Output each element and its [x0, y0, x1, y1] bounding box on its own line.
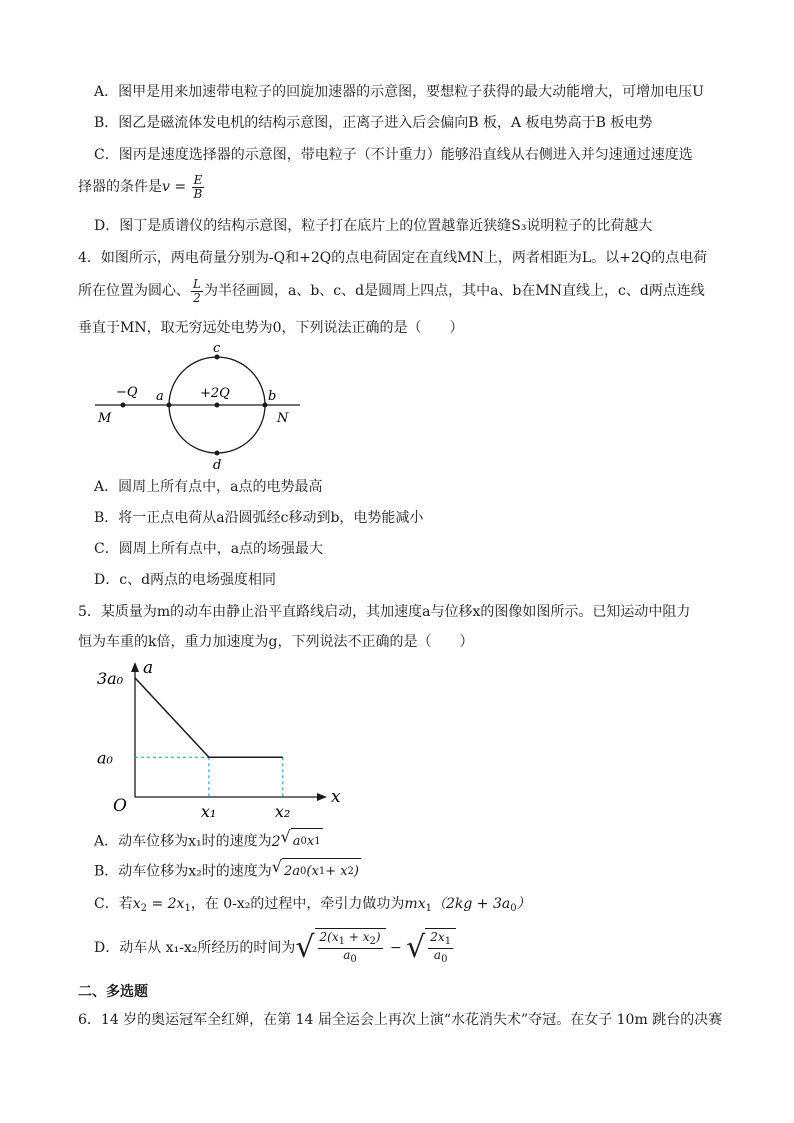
q5-option-d-text: D．动车从 x₁-x₂所经历的时间为 [94, 940, 296, 956]
q5-option-b [94, 858, 361, 885]
x-axis-label: x [331, 787, 341, 807]
y-tick-label: 3a₀ [97, 668, 124, 688]
q3-option-c-line1: C．图丙是速度选择器的示意图，带电粒子（不计重力）能够沿直线从右侧进入并匀速通过速度选 [94, 147, 693, 163]
charge-circle-figure [90, 340, 310, 475]
q5-stem-line2: 恒为车重的k倍，重力加速度为g，下列说法不正确的是（ ） [78, 634, 474, 650]
q3-option-b: B．图乙是磁流体发电机的结构示意图，正离子进入后会偏向B 板，A 板电势高于B 板电势 [94, 115, 653, 131]
q3-option-a: A．图甲是用来加速带电粒子的回旋加速器的示意图，要想粒子获得的最大动能增大，可增加电压U [94, 84, 704, 100]
point-b-label: b [268, 389, 277, 404]
neg-charge-label: −Q [116, 385, 138, 400]
formula-time-difference: √ $\frac{2(x_1 + x_2)}{a_0}$ − √ $\frac{2x_1}{a_0}$ [295, 940, 456, 956]
point-a-label: a [156, 389, 164, 404]
y-axis-label: a [143, 658, 154, 678]
acceleration-displacement-chart [95, 655, 341, 823]
formula-work: $mx_1(2kg + 3a_0)$ [404, 896, 531, 914]
q5-option-c-text1: C．若 [94, 896, 133, 912]
q4-stem-line2 [78, 276, 705, 306]
pos-charge-label: +2Q [200, 386, 230, 401]
point-d-dot [215, 451, 220, 456]
q3-option-d: D．图丁是质谱仪的结构示意图，粒子打在底片上的位置越靠近狭缝S₃说明粒子的比荷越大 [94, 218, 653, 234]
q4-option-b: B．将一正点电荷从a沿圆弧经c移动到b，电势能减小 [94, 510, 424, 526]
q4-stem-line3: 垂直于MN，取无穷远处电势为0，下列说法正确的是（ ） [78, 320, 464, 336]
q3-option-c-line2 [78, 172, 205, 202]
x-tick-label: x₁ [200, 802, 217, 821]
formula-2-sqrt-a0x1: 2 √ a 0 x 1 [272, 834, 323, 850]
point-d-label: d [213, 458, 222, 473]
q5-option-a-text: A．动车位移为x₁时的速度为 [94, 833, 272, 850]
q4-stem-line1: 4．如图所示，两电荷量分别为-Q和+2Q的点电荷固定在直线MN上，两者相距为L。以+2Q的点电荷 [78, 250, 708, 266]
pos-charge-point [215, 403, 220, 408]
q5-option-c-text2: ，在 0-x₂的过程中，牵引力做功为 [190, 896, 405, 912]
q5-option-c [94, 892, 531, 921]
q4-option-c: C．圆周上所有点中，a点的场强最大 [94, 541, 324, 557]
point-b-dot [263, 403, 268, 408]
section-title-multiple-choice: 二、多选题 [78, 984, 148, 1000]
x-tick-label: x₂ [274, 802, 291, 821]
q5-option-b-text: B．动车位移为x₂时的速度为 [94, 863, 272, 880]
formula-x2-eq-2x1: $x_2 = 2x_1$ [132, 896, 191, 914]
point-a-dot [167, 403, 172, 408]
formula-l-over-2: $\frac{L}{2}$ [193, 276, 201, 305]
q4-option-a: A．圆周上所有点中，a点的电势最高 [94, 479, 323, 495]
origin-label: O [113, 796, 127, 816]
q4-option-d: D．c、d两点的电场强度相同 [94, 572, 277, 588]
end-n-label: N [277, 411, 289, 426]
q4-stem-line2-part1: 所在位置为圆心、 [78, 283, 190, 299]
end-m-label: M [98, 411, 112, 426]
x-axis-arrow [317, 793, 327, 801]
q5-option-a [94, 828, 323, 855]
point-c-label: c [213, 341, 221, 356]
q3-option-c-text: 择器的条件是 [78, 179, 162, 195]
y-tick-label: a₀ [97, 748, 113, 768]
neg-charge-point [121, 403, 126, 408]
formula-sqrt-2a0-x1-x2: √ 2a 0 (x 1 + x 2 ) [272, 864, 361, 880]
q6-stem-line1: 6．14 岁的奥运冠军全红婵，在第 14 届全运会上再次上演“水花消失术”夺冠。在女子 10m 跳台的决赛 [78, 1012, 723, 1028]
q4-stem-line2-part2: 为半径画圆，a、b、c、d是圆周上四点，其中a、b在MN直线上，c、d两点连线 [203, 283, 705, 299]
formula-v-eq-e-over-b: v = $\frac{E}{B}$ [162, 172, 203, 201]
y-axis-arrow [131, 662, 139, 672]
q5-stem-line1: 5．某质量为m的动车由静止沿平直路线启动，其加速度a与位移x的图像如图所示。已知运动中阻力 [78, 604, 691, 620]
series-line [135, 678, 283, 757]
q5-option-d [94, 926, 456, 970]
